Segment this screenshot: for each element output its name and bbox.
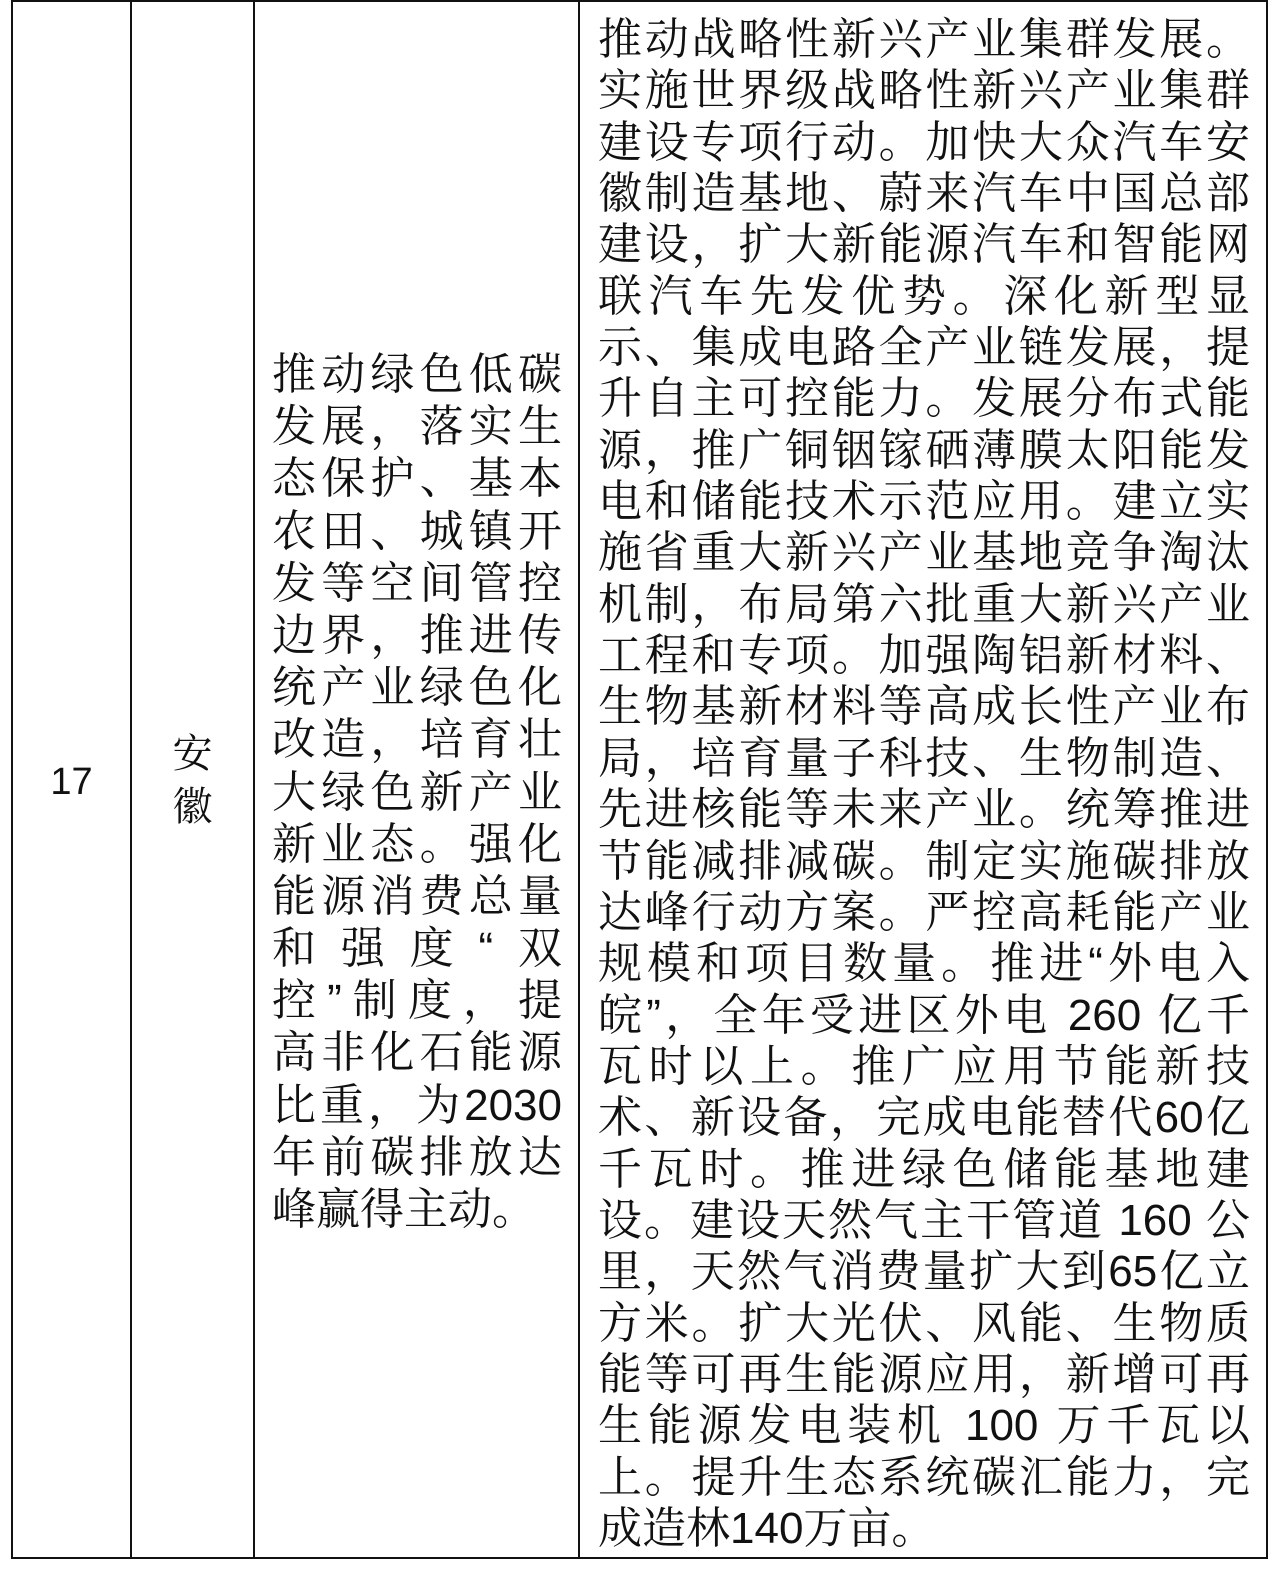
measure-text-line: 联汽车先发优势。深化新型显 xyxy=(598,271,1250,321)
measure-text-line: 建设，扩大新能源汽车和智能网 xyxy=(598,220,1250,270)
measure-text-line: 皖”，全年受进区外电 260 亿千 xyxy=(598,990,1250,1040)
measure-text-line: 实施世界级战略性新兴产业集群 xyxy=(598,66,1250,116)
goal-text-line: 新业态。强化 xyxy=(272,819,562,869)
cell-region xyxy=(130,0,253,1559)
measure-text-line: 建设专项行动。加快大众汽车安 xyxy=(598,117,1250,167)
goal-text-line: 和强度“双 xyxy=(272,924,562,974)
goal-text-line: 推动绿色低碳 xyxy=(272,350,562,399)
goal-text-line: 统产业绿色化 xyxy=(272,663,562,713)
measure-text-line: 徽制造基地、蔚来汽车中国总部 xyxy=(598,169,1250,219)
measure-text-line: 机制，布局第六批重大新兴产业 xyxy=(598,579,1250,629)
goal-text xyxy=(272,349,562,1236)
measure-text-line: 千瓦时。推进绿色储能基地建 xyxy=(598,1144,1250,1194)
measure-text-line: 达峰行动方案。严控高耗能产业 xyxy=(598,887,1250,937)
measure-text-line: 里，天然气消费量扩大到65亿立 xyxy=(598,1247,1250,1297)
measure-text-line: 推动战略性新兴产业集群发展。 xyxy=(598,15,1250,64)
goal-text-line: 农田、城镇开 xyxy=(272,506,562,556)
measure-text-line: 施省重大新兴产业基地竞争淘汰 xyxy=(598,528,1250,578)
measure-text-line: 电和储能技术示范应用。建立实 xyxy=(598,477,1250,527)
cell-measures xyxy=(578,0,1268,1559)
goal-text-line: 年前碳排放达 xyxy=(272,1132,562,1182)
measure-text-line: 升自主可控能力。发展分布式能 xyxy=(598,374,1250,424)
measures-text xyxy=(598,14,1250,1554)
measure-text-line: 设。建设天然气主干管道 160 公 xyxy=(598,1195,1250,1245)
measure-text-line: 方米。扩大光伏、风能、生物质 xyxy=(598,1298,1250,1348)
goal-text-line: 大绿色新产业 xyxy=(272,767,562,817)
measure-text-line: 能等可再生能源应用，新增可再 xyxy=(598,1349,1250,1399)
goal-text-line: 发等空间管控 xyxy=(272,558,562,608)
goal-text-line: 发展，落实生 xyxy=(272,402,562,452)
measure-text-line: 成造林140万亩。 xyxy=(598,1503,936,1553)
measure-text-line: 局，培育量子科技、生物制造、 xyxy=(598,733,1250,783)
region-name: 安徽 xyxy=(172,732,213,829)
measure-text-line: 先进核能等未来产业。统筹推进 xyxy=(598,785,1250,835)
goal-text-line: 高非化石能源 xyxy=(272,1028,562,1078)
measure-text-line: 生能源发电装机 100 万千瓦以 xyxy=(598,1401,1250,1451)
goal-text-line: 边界，推进传 xyxy=(272,610,562,660)
measure-text-line: 上。提升生态系统碳汇能力，完 xyxy=(598,1452,1250,1502)
goal-text-line: 峰赢得主动。 xyxy=(272,1185,536,1234)
measure-text-line: 生物基新材料等高成长性产业布 xyxy=(598,682,1250,732)
measure-text-line: 示、集成电路全产业链发展，提 xyxy=(598,323,1250,373)
measure-text-line: 工程和专项。加强陶铝新材料、 xyxy=(598,631,1250,681)
measure-text-line: 节能减排减碳。制定实施碳排放 xyxy=(598,836,1250,886)
measure-text-line: 规模和项目数量。推进“外电入 xyxy=(598,939,1250,989)
measure-text-line: 源，推广铜铟镓硒薄膜太阳能发 xyxy=(598,425,1250,475)
goal-text-line: 改造，培育壮 xyxy=(272,715,562,765)
goal-text-line: 比重，为2030 xyxy=(272,1080,562,1130)
cell-goal xyxy=(253,0,578,1559)
measure-text-line: 瓦时以上。推广应用节能新技 xyxy=(598,1041,1250,1091)
goal-text-line: 能源消费总量 xyxy=(272,871,562,921)
goal-text-line: 控”制度，提 xyxy=(272,976,562,1026)
goal-text-line: 态保护、基本 xyxy=(272,454,562,504)
measure-text-line: 术、新设备，完成电能替代60亿 xyxy=(598,1093,1250,1143)
cell-index xyxy=(11,0,130,1559)
row-index: 17 xyxy=(50,761,93,803)
